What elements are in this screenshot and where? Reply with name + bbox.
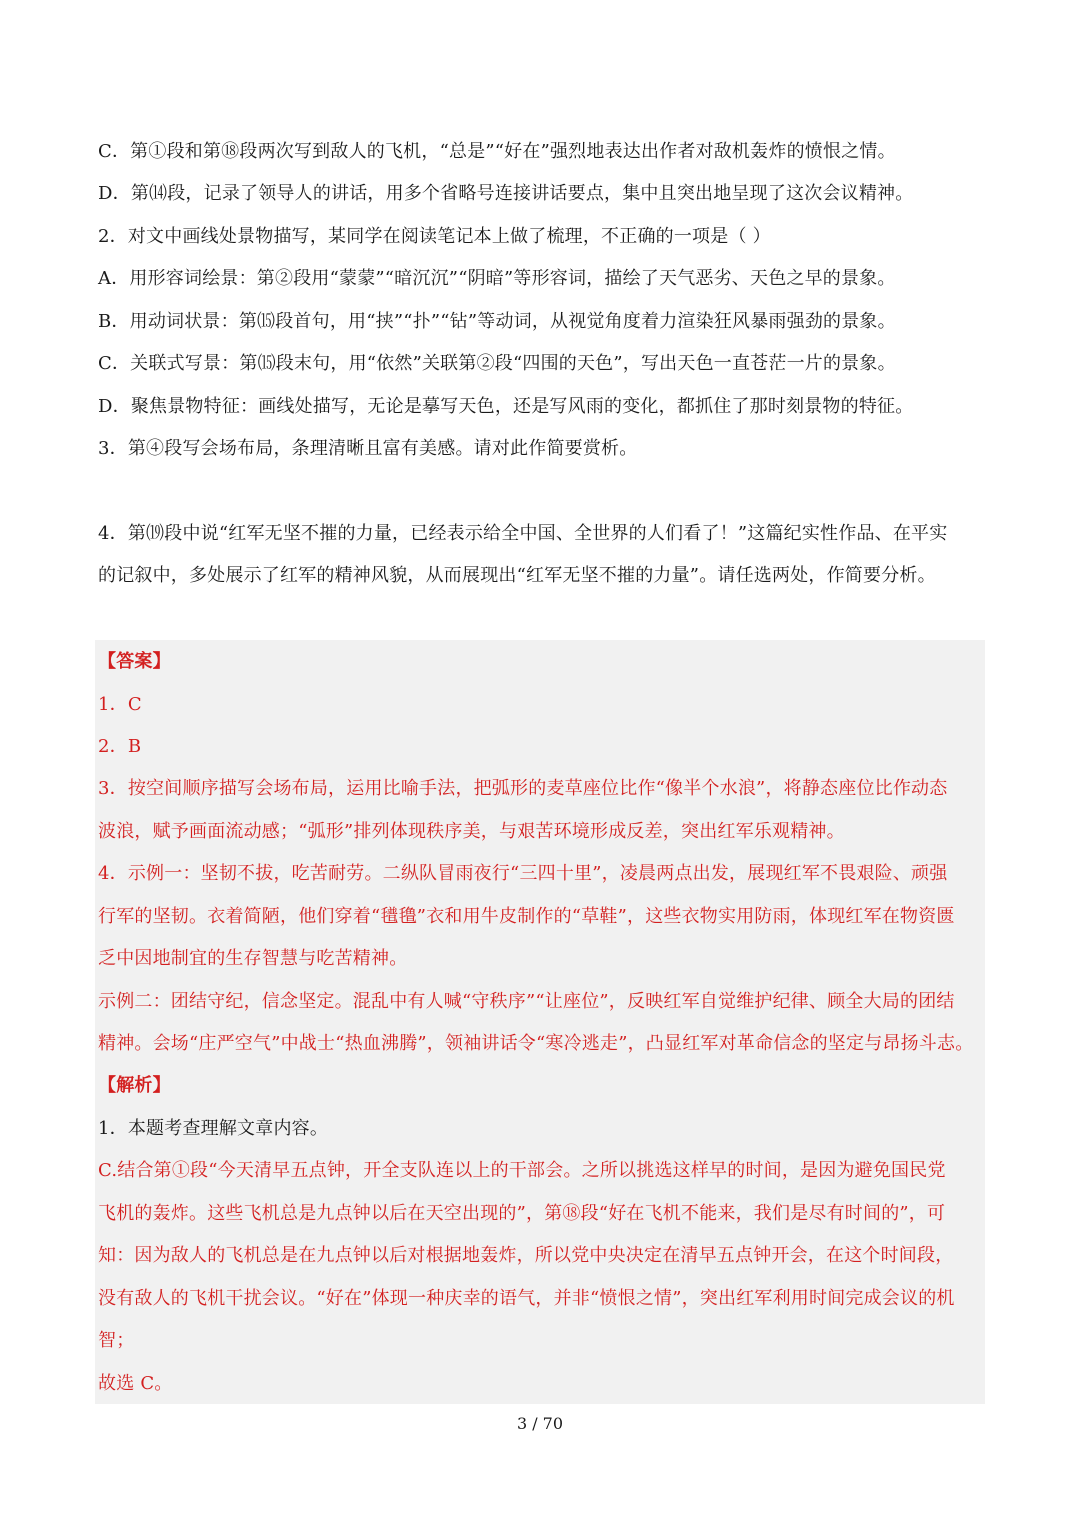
analysis-c-line-5: 智； (98, 1330, 135, 1351)
analysis-c-line-1: C.结合第①段“今天清早五点钟，开全支队连以上的干部会。之所以挑选这样早的时间，是因为避免国民党 (98, 1160, 946, 1181)
question-4-line-2: 的记叙中，多处展示了红军的精神风貌，从而展现出“红军无坚不摧的力量”。请任选两处，作简要分析。 (98, 565, 936, 586)
answer-3-line-1: 3．按空间顺序描写会场布局，运用比喻手法，把弧形的麦草座位比作“像半个水浪”，将静态座位比作动态 (98, 778, 948, 799)
option-2d: D．聚焦景物特征：画线处描写，无论是摹写天色，还是写风雨的变化，都抓住了那时刻景物的特征。 (98, 396, 914, 417)
question-3: 3．第④段写会场布局，条理清晰且富有美感。请对此作简要赏析。 (98, 438, 638, 459)
answer-4-line-2: 行军的坚韧。衣着简陋，他们穿着“氆氇”衣和用牛皮制作的“草鞋”，这些衣物实用防雨，体现红军在物资匮 (98, 906, 955, 927)
analysis-conclusion: 故选 C。 (98, 1373, 173, 1394)
question-2: 2．对文中画线处景物描写，某同学在阅读笔记本上做了梳理，不正确的一项是（ ） (98, 226, 771, 247)
option-2a: A．用形容词绘景：第②段用“蒙蒙”“暗沉沉”“阴暗”等形容词，描绘了天气恶劣、天色之早的景象。 (98, 268, 896, 289)
answer-4-line-5: 精神。会场“庄严空气”中战士“热血沸腾”，领袖讲话令“寒冷逃走”，凸显红军对革命信念的坚定与昂扬斗志。 (98, 1033, 974, 1054)
option-1d: D．第⒁段，记录了领导人的讲话，用多个省略号连接讲话要点，集中且突出地呈现了这次会议精神。 (98, 183, 914, 204)
answer-heading: 【答案】 (98, 651, 171, 672)
answer-4-line-4: 示例二：团结守纪，信念坚定。混乱中有人喊“守秩序”“让座位”，反映红军自觉维护纪律、顾全大局的团结 (98, 991, 955, 1012)
question-4-line-1: 4．第⒆段中说“红军无坚不摧的力量，已经表示给全中国、全世界的人们看了！”这篇纪实性作品、在平实 (98, 523, 948, 544)
answer-3-line-2: 波浪，赋予画面流动感；“弧形”排列体现秩序美，与艰苦环境形成反差，突出红军乐观精神。 (98, 821, 845, 842)
analysis-heading: 【解析】 (98, 1075, 171, 1096)
answer-4-line-3: 乏中因地制宜的生存智慧与吃苦精神。 (98, 948, 408, 969)
analysis-c-line-2: 飞机的轰炸。这些飞机总是九点钟以后在天空出现的”，第⑱段“好在飞机不能来，我们是尽有时间的”，可 (98, 1203, 946, 1224)
answer-2: 2．B (98, 736, 142, 757)
analysis-1: 1．本题考查理解文章内容。 (98, 1118, 329, 1139)
analysis-c-line-4: 没有敌人的飞机干扰会议。“好在”体现一种庆幸的语气，并非“愤恨之情”，突出红军利用时间完成会议的机 (98, 1288, 955, 1309)
option-2b: B．用动词状景：第⒂段首句，用“挟”“扑”“钻”等动词，从视觉角度着力渲染狂风暴雨强劲的景象。 (98, 311, 896, 332)
answer-4-line-1: 4．示例一：坚韧不拔，吃苦耐劳。二纵队冒雨夜行“三四十里”，凌晨两点出发，展现红军不畏艰险、顽强 (98, 863, 948, 884)
analysis-c-line-3: 知：因为敌人的飞机总是在九点钟以后对根据地轰炸，所以党中央决定在清早五点钟开会，在这个时间段， (98, 1245, 954, 1266)
page-number: 3 / 70 (516, 1414, 564, 1433)
answer-1: 1．C (98, 694, 142, 715)
option-2c: C．关联式写景：第⒂段末句，用“依然”关联第②段“四围的天色”，写出天色一直苍茫一片的景象。 (98, 353, 896, 374)
option-1c: C．第①段和第⑱段两次写到敌人的飞机，“总是”“好在”强烈地表达出作者对敌机轰炸的愤恨之情。 (98, 141, 896, 162)
